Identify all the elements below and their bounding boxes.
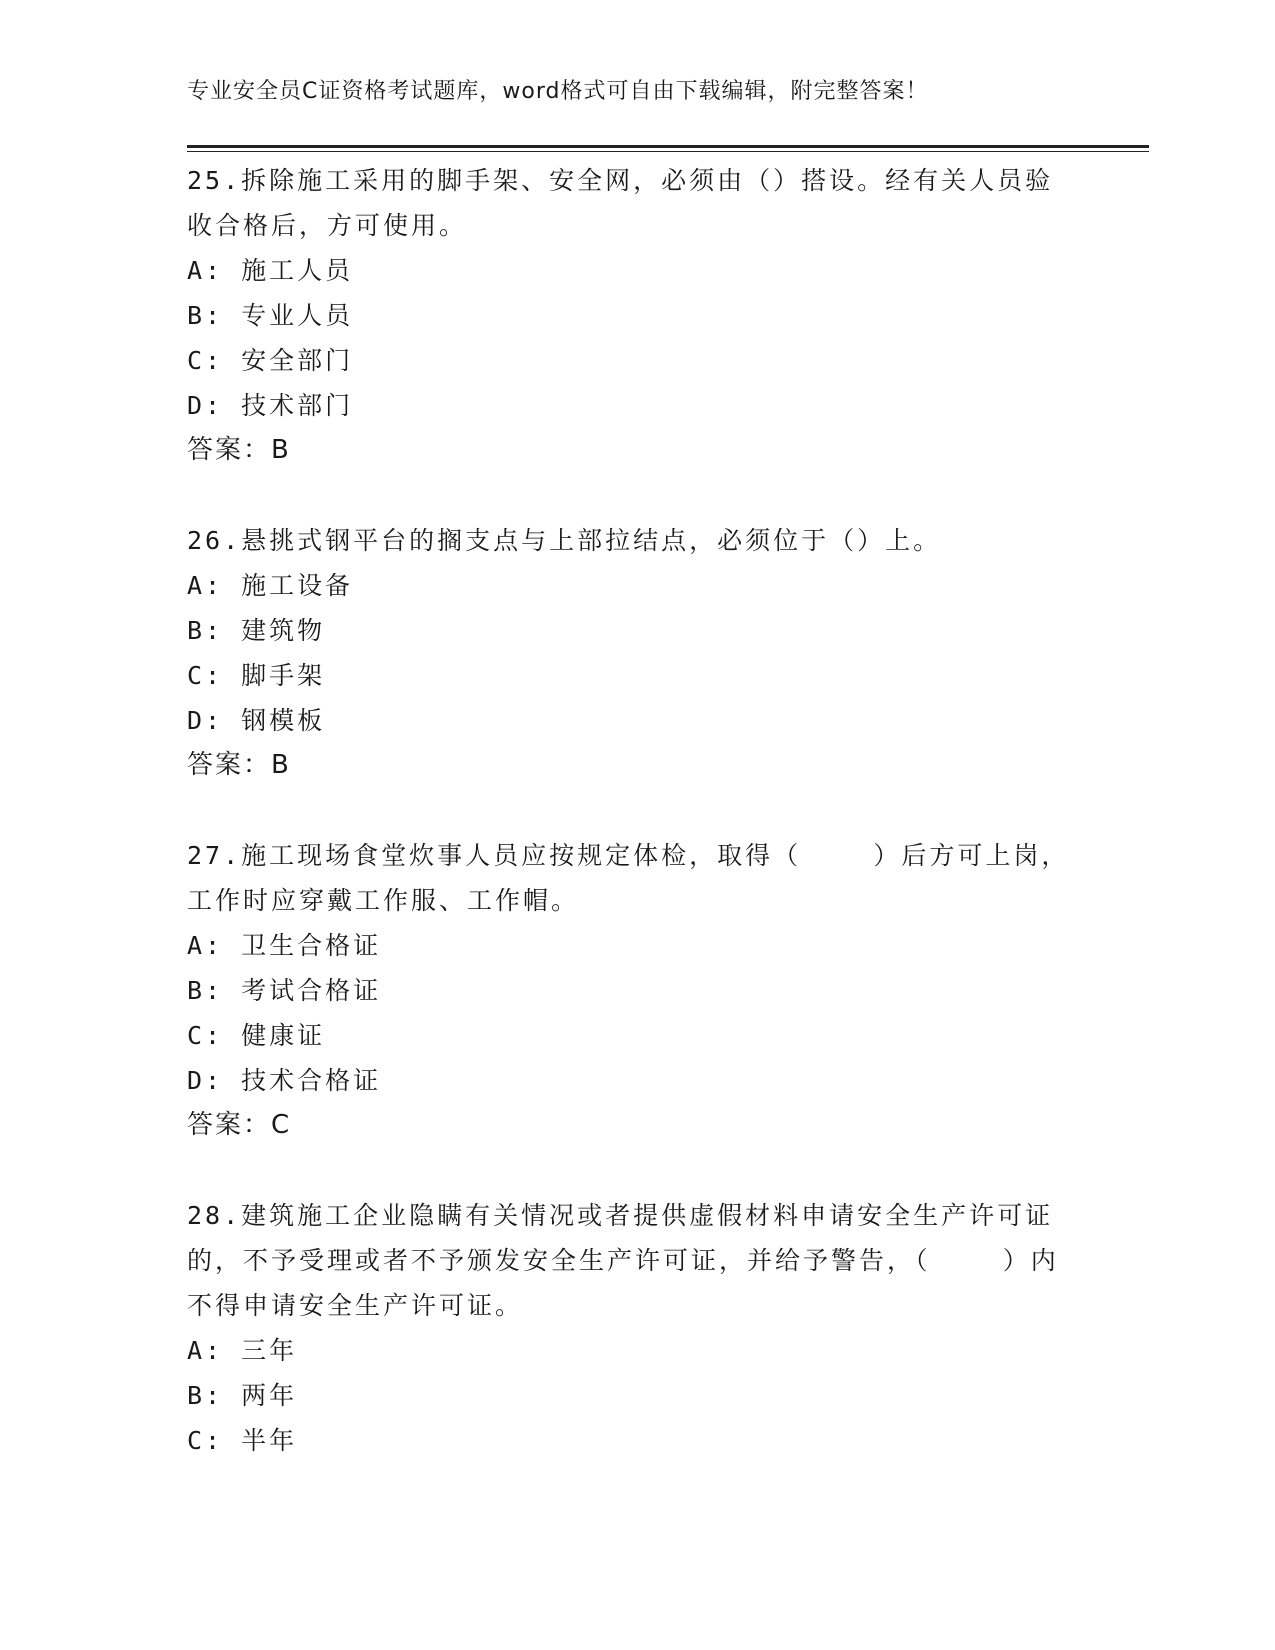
answer-line: 答案：B xyxy=(187,435,291,465)
question-stem-line: 25.拆除施工采用的脚手架、安全网，必须由（）搭设。经有关人员验 xyxy=(187,166,1054,195)
question-26 xyxy=(187,518,1087,788)
question-stem-line: 28.建筑施工企业隐瞒有关情况或者提供虚假材料申请安全生产许可证 xyxy=(187,1201,1054,1230)
option-b: B: 两年 xyxy=(187,1381,298,1410)
option-d: D: 钢模板 xyxy=(187,706,326,735)
option-d: D: 技术合格证 xyxy=(187,1066,382,1095)
option-c: C: 健康证 xyxy=(187,1021,326,1050)
question-28 xyxy=(187,1193,1087,1463)
question-stem-line: 不得申请安全生产许可证。 xyxy=(187,1291,524,1320)
answer-line: 答案：B xyxy=(187,750,291,780)
question-stem-line: 26.悬挑式钢平台的搁支点与上部拉结点，必须位于（）上。 xyxy=(187,526,942,555)
question-stem-line: 27.施工现场食堂炊事人员应按规定体检，取得（ ）后方可上岗， xyxy=(187,841,1070,870)
option-c: C: 半年 xyxy=(187,1426,298,1455)
question-27 xyxy=(187,833,1087,1148)
header-rule-thin xyxy=(187,151,1149,152)
question-stem-line: 工作时应穿戴工作服、工作帽。 xyxy=(187,886,580,915)
option-d: D: 技术部门 xyxy=(187,391,354,420)
header-rule-thick xyxy=(187,145,1149,148)
option-a: A: 三年 xyxy=(187,1336,298,1365)
option-c: C: 安全部门 xyxy=(187,346,354,375)
option-a: A: 施工人员 xyxy=(187,256,354,285)
option-a: A: 卫生合格证 xyxy=(187,931,382,960)
option-a: A: 施工设备 xyxy=(187,571,354,600)
question-stem-line: 的，不予受理或者不予颁发安全生产许可证，并给予警告，（ ）内 xyxy=(187,1246,1059,1275)
answer-line: 答案：C xyxy=(187,1110,292,1140)
option-c: C: 脚手架 xyxy=(187,661,326,690)
page-header: 专业安全员C证资格考试题库，word格式可自由下载编辑，附完整答案！ xyxy=(187,79,929,104)
question-25 xyxy=(187,158,1087,473)
question-stem-line: 收合格后，方可使用。 xyxy=(187,211,468,240)
option-b: B: 考试合格证 xyxy=(187,976,382,1005)
option-b: B: 建筑物 xyxy=(187,616,326,645)
question-list xyxy=(187,158,1087,1508)
option-b: B: 专业人员 xyxy=(187,301,354,330)
